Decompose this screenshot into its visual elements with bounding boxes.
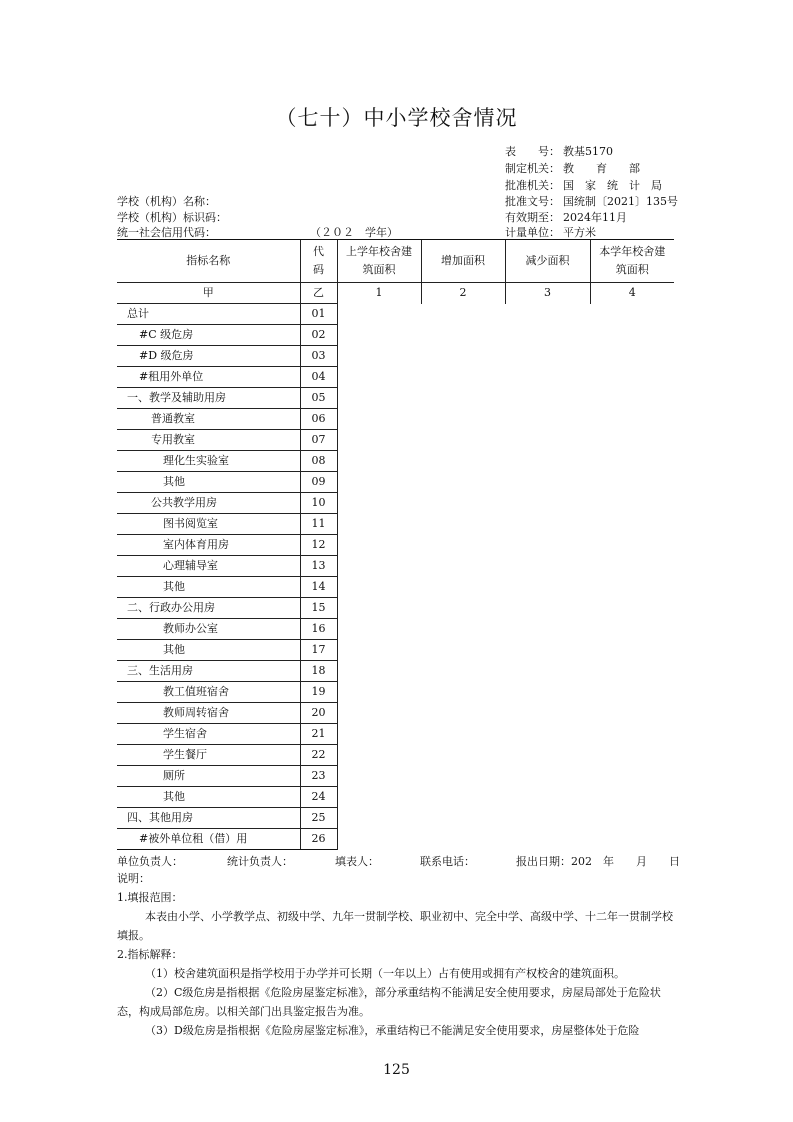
index-cell: 2 [421,283,505,304]
notes-section-1: 1.填报范围： [117,891,183,904]
row-code: 25 [300,808,337,829]
row-indicator-name: 教师周转宿舍 [117,703,300,724]
buildings-table [117,239,674,850]
row-code: 23 [300,766,337,787]
row-code: 16 [300,619,337,640]
table-row [117,304,674,325]
row-indicator-name: 四、其他用房 [117,808,300,829]
measurement-unit: 计量单位： 平方米 [505,226,596,239]
note-1: （1）校舍建筑面积是指学校用于办学并可长期（一年以上）占有使用或拥有产权校舍的建筑面积。 [145,967,625,980]
approval-document: 批准文号： 国统制〔2021〕135号 [505,195,678,208]
index-cell: 甲 [117,283,300,304]
row-code: 26 [300,829,337,850]
row-code: 19 [300,682,337,703]
filler-label: 填表人： [335,855,379,868]
notes-section-2: 2.指标解释： [117,948,183,961]
page-title: （七十）中小学校舍情况 [275,106,518,130]
row-code: 03 [300,346,337,367]
unit-head-label: 单位负责人： [117,855,183,868]
row-indicator-name: 公共教学用房 [117,493,300,514]
row-code: 18 [300,661,337,682]
school-name-label: 学校（机构）名称： [117,195,216,208]
row-indicator-name: 理化生实验室 [117,451,300,472]
row-code: 06 [300,409,337,430]
row-indicator-name: #D 级危房 [117,346,300,367]
table-number: 表 号： 教基5170 [505,145,613,158]
credit-code-label: 统一社会信用代码： [117,226,216,239]
index-cell: 4 [590,283,674,304]
row-indicator-name: 厕所 [117,766,300,787]
row-indicator-name: 普通教室 [117,409,300,430]
index-cell: 3 [505,283,590,304]
row-code: 04 [300,367,337,388]
row-indicator-name: 教师办公室 [117,619,300,640]
approving-organ: 批准机关： 国 家 统 计 局 [505,179,662,192]
index-cell: 乙 [300,283,337,304]
stat-head-label: 统计负责人： [227,855,293,868]
row-code: 10 [300,493,337,514]
notes [117,869,677,1040]
header-row [117,240,674,283]
row-indicator-name: 专用教室 [117,430,300,451]
page-number: 125 [383,1062,410,1078]
header-name: 指标名称 [117,240,300,283]
row-indicator-name: 其他 [117,787,300,808]
notes-heading: 说明： [117,872,150,885]
row-code: 15 [300,598,337,619]
row-indicator-name: 三、生活用房 [117,661,300,682]
row-indicator-name: 学生宿舍 [117,724,300,745]
index-row [117,283,674,304]
row-code: 14 [300,577,337,598]
row-code: 09 [300,472,337,493]
header-prev-area: 上学年校舍建筑面积 [337,240,421,283]
row-indicator-name: 室内体育用房 [117,535,300,556]
row-indicator-name: 教工值班宿舍 [117,682,300,703]
header-current-area: 本学年校舍建筑面积 [590,240,674,283]
row-indicator-name: 其他 [117,577,300,598]
row-code: 05 [300,388,337,409]
school-id-label: 学校（机构）标识码： [117,211,227,224]
row-code: 24 [300,787,337,808]
row-indicator-name: 图书阅览室 [117,514,300,535]
row-code: 12 [300,535,337,556]
row-indicator-name: #被外单位租（借）用 [117,829,300,850]
row-code: 22 [300,745,337,766]
row-indicator-name: 其他 [117,640,300,661]
row-indicator-name: 学生餐厅 [117,745,300,766]
row-code: 02 [300,325,337,346]
row-indicator-name: #C 级危房 [117,325,300,346]
row-code: 01 [300,304,337,325]
row-code: 21 [300,724,337,745]
row-code: 17 [300,640,337,661]
header-code: 代码 [300,240,337,283]
phone-label: 联系电话： [420,855,475,868]
valid-until: 有效期至： 2024年11月 [505,211,627,224]
note-3: （3）D级危房是指根据《危险房屋鉴定标准》，承重结构已不能满足安全使用要求，房屋整体处于危险 [145,1024,640,1037]
row-indicator-name: 一、教学及辅助用房 [117,388,300,409]
row-code: 13 [300,556,337,577]
note-2: （2）C级危房是指根据《危险房屋鉴定标准》，部分承重结构不能满足安全使用要求，房屋局部处于危险状态，构成局部危房。以相关部门出具鉴定报告为准。 [117,986,661,1018]
row-indicator-name: #租用外单位 [117,367,300,388]
header-decrease: 减少面积 [505,240,590,283]
row-indicator-name: 二、行政办公用房 [117,598,300,619]
row-indicator-name: 心理辅导室 [117,556,300,577]
row-code: 20 [300,703,337,724]
index-cell: 1 [337,283,421,304]
row-code: 08 [300,451,337,472]
row-indicator-name: 总计 [117,304,300,325]
row-code: 07 [300,430,337,451]
issuing-organ: 制定机关： 教 育 部 [505,162,640,175]
school-year: （２０２ 学年） [310,226,398,239]
row-indicator-name: 其他 [117,472,300,493]
row-code: 11 [300,514,337,535]
data-entry-area [337,304,674,850]
header-increase: 增加面积 [421,240,505,283]
notes-section-1-text: 本表由小学、小学教学点、初级中学、九年一贯制学校、职业初中、完全中学、高级中学、十二年一贯制学校填报。 [117,910,673,942]
report-date-label: 报出日期：202 年 月 日 [516,855,680,868]
